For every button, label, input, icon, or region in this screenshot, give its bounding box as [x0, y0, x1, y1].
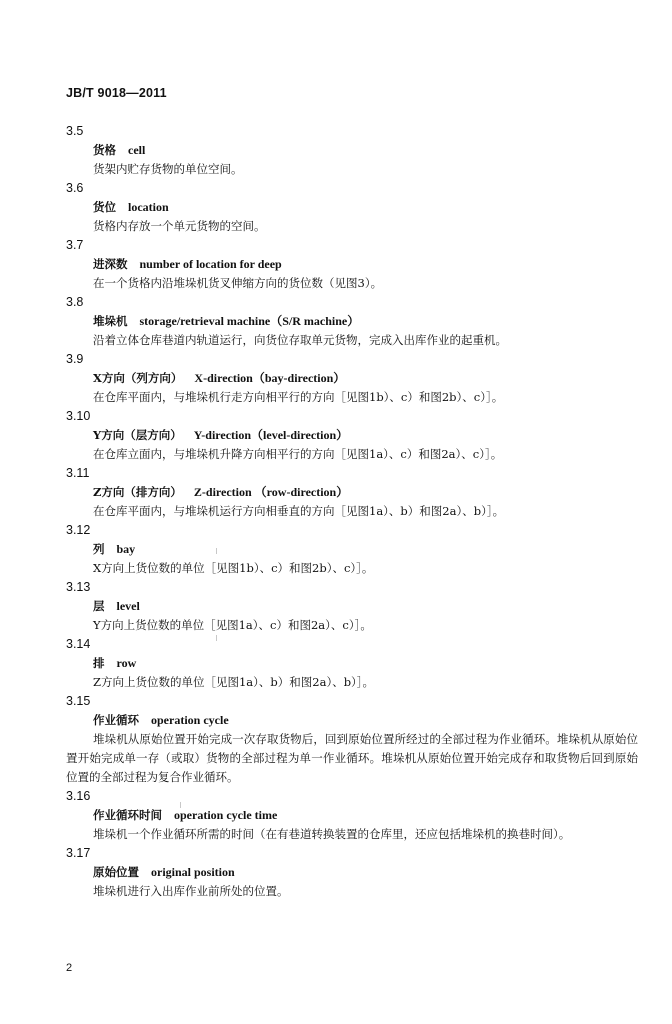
term-chinese: 排 [93, 656, 105, 670]
definition-text: 货架内贮存货物的单位空间。 [93, 162, 243, 176]
clause-number: 3.9 [66, 352, 84, 366]
term-line [66, 312, 638, 331]
clause-3-16 [66, 787, 638, 844]
definition-text: Z方向上货位数的单位［见图1a）、b）和图2a）、b）］。 [93, 675, 375, 689]
definition-text: 堆垛机一个作业循环所需的时间（在有巷道转换装置的仓库里，还应包括堆垛机的换巷时间）。 [93, 827, 571, 841]
clause-number: 3.7 [66, 238, 84, 252]
term-english: Z-direction （row-direction） [193, 485, 349, 499]
term-english: number of location for deep [139, 257, 282, 271]
term-line [66, 863, 638, 882]
term-english: row [116, 656, 137, 670]
term-line [66, 483, 638, 502]
clause-number: 3.8 [66, 295, 84, 309]
clause-3-6 [66, 179, 638, 236]
definition-text: 在仓库平面内，与堆垛机运行方向相垂直的方向［见图1a）、b）和图2a）、b）］。 [93, 504, 505, 518]
term-line [66, 711, 638, 730]
page-number: 2 [66, 962, 73, 974]
clause-3-17 [66, 844, 638, 901]
term-english: operation cycle time [174, 808, 278, 822]
term-line [66, 540, 638, 559]
definition-text: 在仓库平面内，与堆垛机行走方向相平行的方向［见图1b）、c）和图2b）、c）］。 [93, 390, 504, 404]
term-chinese: 堆垛机 [93, 314, 128, 328]
definition-text: 货格内存放一个单元货物的空间。 [93, 219, 266, 233]
clause-number: 3.12 [66, 523, 91, 537]
clause-number: 3.10 [66, 409, 91, 423]
term-english: Y-direction（level-direction） [193, 428, 349, 442]
term-line [66, 369, 638, 388]
clause-3-8 [66, 293, 638, 350]
term-chinese: X方向（列方向） [93, 371, 183, 385]
definition-text: Y方向上货位数的单位［见图1a）、c）和图2a）、c）］。 [93, 618, 372, 632]
term-english: storage/retrieval machine（S/R machine） [139, 314, 360, 328]
clause-number: 3.14 [66, 637, 91, 651]
clause-3-12 [66, 521, 638, 578]
definition-text: 堆垛机进行入出库作业前所处的位置。 [93, 884, 289, 898]
clause-number: 3.11 [66, 466, 90, 480]
term-chinese: 作业循环时间 [93, 808, 162, 822]
term-english: level [116, 599, 140, 613]
term-english: original position [151, 865, 235, 879]
term-line [66, 426, 638, 445]
term-chinese: 货位 [93, 200, 116, 214]
clause-3-15 [66, 692, 638, 787]
definition-text: 在一个货格内沿堆垛机货叉伸缩方向的货位数（见图3）。 [93, 276, 383, 290]
clause-3-14 [66, 635, 638, 692]
term-chinese: 作业循环 [93, 713, 139, 727]
term-chinese: 原始位置 [93, 865, 139, 879]
term-chinese: 层 [93, 599, 105, 613]
term-line [66, 141, 638, 160]
clause-3-9 [66, 350, 638, 407]
definition-text: X方向上货位数的单位［见图1b）、c）和图2b）、c）］。 [93, 561, 374, 575]
term-line [66, 198, 638, 217]
clause-number: 3.6 [66, 181, 84, 195]
term-english: bay [116, 542, 136, 556]
definition-text: 沿着立体仓库巷道内轨道运行，向货位存取单元货物，完成入出库作业的起重机。 [93, 333, 507, 347]
term-english: cell [128, 143, 146, 157]
term-line [66, 806, 638, 825]
term-english: location [128, 200, 169, 214]
definition-text: 堆垛机从原始位置开始完成一次存取货物后，回到原始位置所经过的全部过程为作业循环。堆垛机从原始位置开始完成单一存（或取）货物的全部过程为单一作业循环。堆垛机从原始位置开始完成存和取货物后回到原始位置的全部过程为复合作业循环。 [66, 732, 638, 784]
term-chinese: Z方向（排方向） [93, 485, 182, 499]
clause-3-5 [66, 122, 638, 179]
term-english: operation cycle [151, 713, 229, 727]
terms-and-definitions [66, 122, 638, 901]
clause-number: 3.17 [66, 846, 91, 860]
clause-3-7 [66, 236, 638, 293]
standard-number-header: JB/T 9018—2011 [66, 86, 167, 100]
term-line [66, 597, 638, 616]
scan-speck [216, 548, 217, 554]
term-line [66, 255, 638, 274]
clause-3-13 [66, 578, 638, 635]
term-line [66, 654, 638, 673]
term-chinese: Y方向（层方向） [93, 428, 182, 442]
term-chinese: 进深数 [93, 257, 128, 271]
clause-3-11 [66, 464, 638, 521]
term-chinese: 列 [93, 542, 105, 556]
scan-speck [180, 802, 181, 808]
clause-number: 3.13 [66, 580, 91, 594]
scan-speck [216, 635, 217, 641]
clause-number: 3.15 [66, 694, 91, 708]
definition-text: 在仓库立面内，与堆垛机升降方向相平行的方向［见图1a）、c）和图2a）、c）］。 [93, 447, 503, 461]
term-english: X-direction（bay-direction） [194, 371, 346, 385]
term-chinese: 货格 [93, 143, 116, 157]
clause-3-10 [66, 407, 638, 464]
clause-number: 3.5 [66, 124, 84, 138]
clause-number: 3.16 [66, 789, 91, 803]
